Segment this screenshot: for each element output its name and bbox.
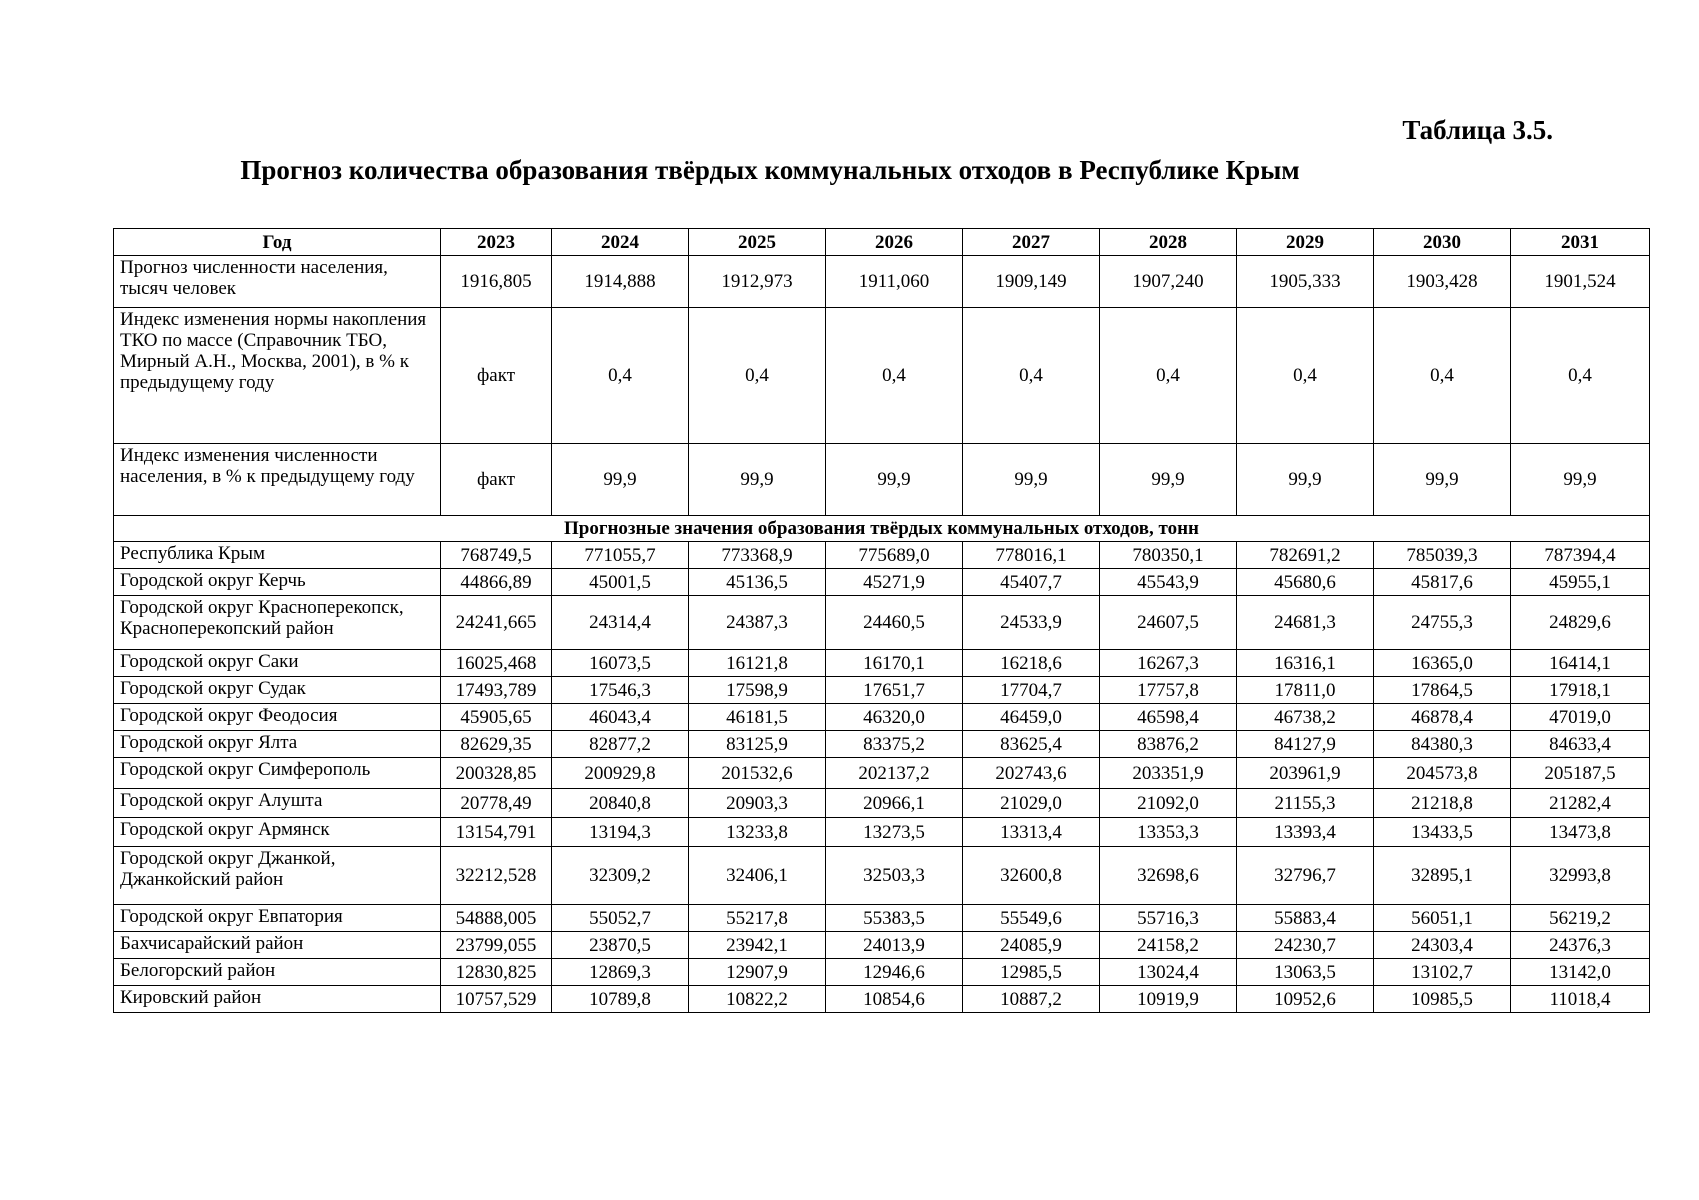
table-cell: 13273,5: [826, 818, 963, 847]
year-header: 2023: [441, 229, 552, 256]
table-cell: 13313,4: [963, 818, 1100, 847]
table-cell: 10887,2: [963, 986, 1100, 1013]
table-cell: 0,4: [1374, 308, 1511, 444]
row-label: Городской округ Судак: [114, 677, 441, 704]
table-row: [114, 986, 1650, 1013]
table-cell: 1905,333: [1237, 256, 1374, 308]
table-cell: 13063,5: [1237, 959, 1374, 986]
table-cell: 45543,9: [1100, 569, 1237, 596]
header-row: [114, 229, 1650, 256]
table-cell: 200328,85: [441, 758, 552, 789]
table-cell: 24230,7: [1237, 932, 1374, 959]
table-cell: 1914,888: [552, 256, 689, 308]
table-cell: 55549,6: [963, 905, 1100, 932]
row-label: Городской округ Армянск: [114, 818, 441, 847]
table-cell: 17598,9: [689, 677, 826, 704]
table-cell: 45001,5: [552, 569, 689, 596]
table-cell: 45136,5: [689, 569, 826, 596]
table-cell: 23942,1: [689, 932, 826, 959]
table-cell: 17493,789: [441, 677, 552, 704]
table-cell: 46043,4: [552, 704, 689, 731]
row-label: Городской округ Джанкой, Джанкойский район: [114, 847, 441, 905]
table-cell: 16218,6: [963, 650, 1100, 677]
table-number: Таблица 3.5.: [1402, 115, 1553, 145]
table-cell: 205187,5: [1511, 758, 1650, 789]
table-cell: 202137,2: [826, 758, 963, 789]
table-cell: 780350,1: [1100, 542, 1237, 569]
table-cell: 13194,3: [552, 818, 689, 847]
table-cell: 13473,8: [1511, 818, 1650, 847]
table-cell: 12985,5: [963, 959, 1100, 986]
table-cell: 17757,8: [1100, 677, 1237, 704]
year-header: 2027: [963, 229, 1100, 256]
table-cell: 10789,8: [552, 986, 689, 1013]
table-cell: 44866,89: [441, 569, 552, 596]
table-cell: 24755,3: [1374, 596, 1511, 650]
year-header: 2028: [1100, 229, 1237, 256]
table-cell: 17546,3: [552, 677, 689, 704]
year-header: 2030: [1374, 229, 1511, 256]
table-cell: 0,4: [1511, 308, 1650, 444]
document-title: Прогноз количества образования твёрдых коммунальных отходов в Республике Крым: [240, 155, 1300, 185]
table-row: [114, 256, 1650, 308]
table-cell: 12869,3: [552, 959, 689, 986]
table-cell: 13142,0: [1511, 959, 1650, 986]
year-header: 2025: [689, 229, 826, 256]
table-cell: 1907,240: [1100, 256, 1237, 308]
table-cell: 99,9: [1100, 444, 1237, 516]
table-row: [114, 542, 1650, 569]
table-cell: 1912,973: [689, 256, 826, 308]
table-cell: 13433,5: [1374, 818, 1511, 847]
table-cell: 21155,3: [1237, 789, 1374, 818]
table-cell: факт: [441, 444, 552, 516]
table-cell: 99,9: [826, 444, 963, 516]
table-cell: 0,4: [552, 308, 689, 444]
table-cell: 83375,2: [826, 731, 963, 758]
table-cell: 99,9: [552, 444, 689, 516]
table-cell: 56051,1: [1374, 905, 1511, 932]
table-cell: 773368,9: [689, 542, 826, 569]
table-cell: 24013,9: [826, 932, 963, 959]
table-cell: 13393,4: [1237, 818, 1374, 847]
table-cell: 1903,428: [1374, 256, 1511, 308]
table-row: [114, 569, 1650, 596]
table-cell: 782691,2: [1237, 542, 1374, 569]
table-cell: 83125,9: [689, 731, 826, 758]
table-cell: 16025,468: [441, 650, 552, 677]
table-cell: 785039,3: [1374, 542, 1511, 569]
table-cell: 0,4: [963, 308, 1100, 444]
table-row: [114, 308, 1650, 444]
table-cell: 21218,8: [1374, 789, 1511, 818]
table-cell: 17864,5: [1374, 677, 1511, 704]
header-label: Год: [114, 229, 441, 256]
row-label: Белогорский район: [114, 959, 441, 986]
table-cell: 0,4: [689, 308, 826, 444]
table-cell: 17704,7: [963, 677, 1100, 704]
table-cell: 13024,4: [1100, 959, 1237, 986]
table-cell: 99,9: [1511, 444, 1650, 516]
table-row: [114, 959, 1650, 986]
row-label: Индекс изменения численности населения, в % к предыдущему году: [114, 444, 441, 516]
table-cell: 16414,1: [1511, 650, 1650, 677]
table-cell: 45407,7: [963, 569, 1100, 596]
table-cell: 12830,825: [441, 959, 552, 986]
row-label: Прогноз численности населения, тысяч человек: [114, 256, 441, 308]
table-cell: 45955,1: [1511, 569, 1650, 596]
table-cell: 203351,9: [1100, 758, 1237, 789]
table-cell: 17918,1: [1511, 677, 1650, 704]
table-cell: 16316,1: [1237, 650, 1374, 677]
row-label: Городской округ Алушта: [114, 789, 441, 818]
table-cell: 24303,4: [1374, 932, 1511, 959]
table-cell: 46459,0: [963, 704, 1100, 731]
table-cell: 13154,791: [441, 818, 552, 847]
table-cell: 32993,8: [1511, 847, 1650, 905]
table-cell: 24681,3: [1237, 596, 1374, 650]
table-cell: 16267,3: [1100, 650, 1237, 677]
table-cell: 24314,4: [552, 596, 689, 650]
table-cell: 32698,6: [1100, 847, 1237, 905]
table-cell: 0,4: [826, 308, 963, 444]
table-cell: 82877,2: [552, 731, 689, 758]
table-cell: 16121,8: [689, 650, 826, 677]
table-row: [114, 847, 1650, 905]
table-cell: 10822,2: [689, 986, 826, 1013]
table-cell: 23870,5: [552, 932, 689, 959]
table-cell: 99,9: [689, 444, 826, 516]
year-header: 2029: [1237, 229, 1374, 256]
table-cell: 84127,9: [1237, 731, 1374, 758]
table-cell: 24241,665: [441, 596, 552, 650]
table-cell: 24460,5: [826, 596, 963, 650]
row-label: Городской округ Саки: [114, 650, 441, 677]
table-row: [114, 905, 1650, 932]
table-cell: 55883,4: [1237, 905, 1374, 932]
table-cell: 778016,1: [963, 542, 1100, 569]
table-cell: 20778,49: [441, 789, 552, 818]
table-cell: 24376,3: [1511, 932, 1650, 959]
table-cell: 775689,0: [826, 542, 963, 569]
section-row: [114, 516, 1650, 542]
table-cell: 13233,8: [689, 818, 826, 847]
table-row: [114, 731, 1650, 758]
table-cell: 13102,7: [1374, 959, 1511, 986]
table-cell: 21282,4: [1511, 789, 1650, 818]
table-cell: 202743,6: [963, 758, 1100, 789]
table-cell: 1916,805: [441, 256, 552, 308]
table-cell: 83625,4: [963, 731, 1100, 758]
table-cell: 0,4: [1100, 308, 1237, 444]
table-cell: 56219,2: [1511, 905, 1650, 932]
table-cell: 32503,3: [826, 847, 963, 905]
table-cell: факт: [441, 308, 552, 444]
table-cell: 54888,005: [441, 905, 552, 932]
table-cell: 768749,5: [441, 542, 552, 569]
row-label: Городской округ Керчь: [114, 569, 441, 596]
table-cell: 24607,5: [1100, 596, 1237, 650]
table-cell: 1901,524: [1511, 256, 1650, 308]
table-cell: 17811,0: [1237, 677, 1374, 704]
table-cell: 46598,4: [1100, 704, 1237, 731]
table-cell: 24085,9: [963, 932, 1100, 959]
row-label: Бахчисарайский район: [114, 932, 441, 959]
table-row: [114, 677, 1650, 704]
row-label: Городской округ Феодосия: [114, 704, 441, 731]
table-row: [114, 650, 1650, 677]
table-cell: 32895,1: [1374, 847, 1511, 905]
table-cell: 24158,2: [1100, 932, 1237, 959]
table-cell: 204573,8: [1374, 758, 1511, 789]
row-label: Городской округ Евпатория: [114, 905, 441, 932]
forecast-table: [113, 228, 1650, 1013]
table-cell: 82629,35: [441, 731, 552, 758]
table-cell: 16365,0: [1374, 650, 1511, 677]
table-cell: 32212,528: [441, 847, 552, 905]
table-cell: 99,9: [1237, 444, 1374, 516]
table-cell: 46320,0: [826, 704, 963, 731]
table-cell: 20840,8: [552, 789, 689, 818]
table-cell: 47019,0: [1511, 704, 1650, 731]
table-cell: 83876,2: [1100, 731, 1237, 758]
table-cell: 0,4: [1237, 308, 1374, 444]
table-cell: 20903,3: [689, 789, 826, 818]
table-row: [114, 704, 1650, 731]
table-cell: 99,9: [1374, 444, 1511, 516]
table-row: [114, 596, 1650, 650]
table-cell: 17651,7: [826, 677, 963, 704]
table-cell: 32406,1: [689, 847, 826, 905]
table-cell: 84380,3: [1374, 731, 1511, 758]
table-cell: 10919,9: [1100, 986, 1237, 1013]
table-row: [114, 444, 1650, 516]
row-label: Городской округ Симферополь: [114, 758, 441, 789]
table-cell: 10985,5: [1374, 986, 1511, 1013]
year-header: 2031: [1511, 229, 1650, 256]
table-cell: 46738,2: [1237, 704, 1374, 731]
table-cell: 45271,9: [826, 569, 963, 596]
table-cell: 11018,4: [1511, 986, 1650, 1013]
table-cell: 10757,529: [441, 986, 552, 1013]
table-cell: 84633,4: [1511, 731, 1650, 758]
table-cell: 10854,6: [826, 986, 963, 1013]
table-cell: 45905,65: [441, 704, 552, 731]
row-label: Городской округ Ялта: [114, 731, 441, 758]
table-cell: 13353,3: [1100, 818, 1237, 847]
table-row: [114, 789, 1650, 818]
table-cell: 200929,8: [552, 758, 689, 789]
table-cell: 46181,5: [689, 704, 826, 731]
table-cell: 12907,9: [689, 959, 826, 986]
table-cell: 45680,6: [1237, 569, 1374, 596]
table-cell: 16073,5: [552, 650, 689, 677]
table-cell: 1909,149: [963, 256, 1100, 308]
row-label: Кировский район: [114, 986, 441, 1013]
table-cell: 23799,055: [441, 932, 552, 959]
table-cell: 46878,4: [1374, 704, 1511, 731]
table-cell: 55383,5: [826, 905, 963, 932]
table-cell: 21092,0: [1100, 789, 1237, 818]
table-cell: 203961,9: [1237, 758, 1374, 789]
table-cell: 20966,1: [826, 789, 963, 818]
year-header: 2024: [552, 229, 689, 256]
table-cell: 99,9: [963, 444, 1100, 516]
table-cell: 24533,9: [963, 596, 1100, 650]
table-cell: 12946,6: [826, 959, 963, 986]
row-label: Республика Крым: [114, 542, 441, 569]
row-label: Индекс изменения нормы накопления ТКО по массе (Справочник ТБО, Мирный А.Н., Москва, 2001), в % к предыдущему году: [114, 308, 441, 444]
table-cell: 771055,7: [552, 542, 689, 569]
table-row: [114, 932, 1650, 959]
table-cell: 787394,4: [1511, 542, 1650, 569]
table-cell: 32309,2: [552, 847, 689, 905]
section-title: Прогнозные значения образования твёрдых коммунальных отходов, тонн: [114, 516, 1650, 542]
year-header: 2026: [826, 229, 963, 256]
table-cell: 32796,7: [1237, 847, 1374, 905]
table-cell: 24829,6: [1511, 596, 1650, 650]
table-cell: 16170,1: [826, 650, 963, 677]
table-cell: 32600,8: [963, 847, 1100, 905]
table-cell: 24387,3: [689, 596, 826, 650]
table-cell: 55217,8: [689, 905, 826, 932]
table-row: [114, 758, 1650, 789]
table-cell: 45817,6: [1374, 569, 1511, 596]
table-cell: 55052,7: [552, 905, 689, 932]
table-cell: 1911,060: [826, 256, 963, 308]
table-cell: 21029,0: [963, 789, 1100, 818]
row-label: Городской округ Красноперекопск, Красноперекопский район: [114, 596, 441, 650]
table-cell: 55716,3: [1100, 905, 1237, 932]
table-cell: 201532,6: [689, 758, 826, 789]
table-cell: 10952,6: [1237, 986, 1374, 1013]
table-row: [114, 818, 1650, 847]
